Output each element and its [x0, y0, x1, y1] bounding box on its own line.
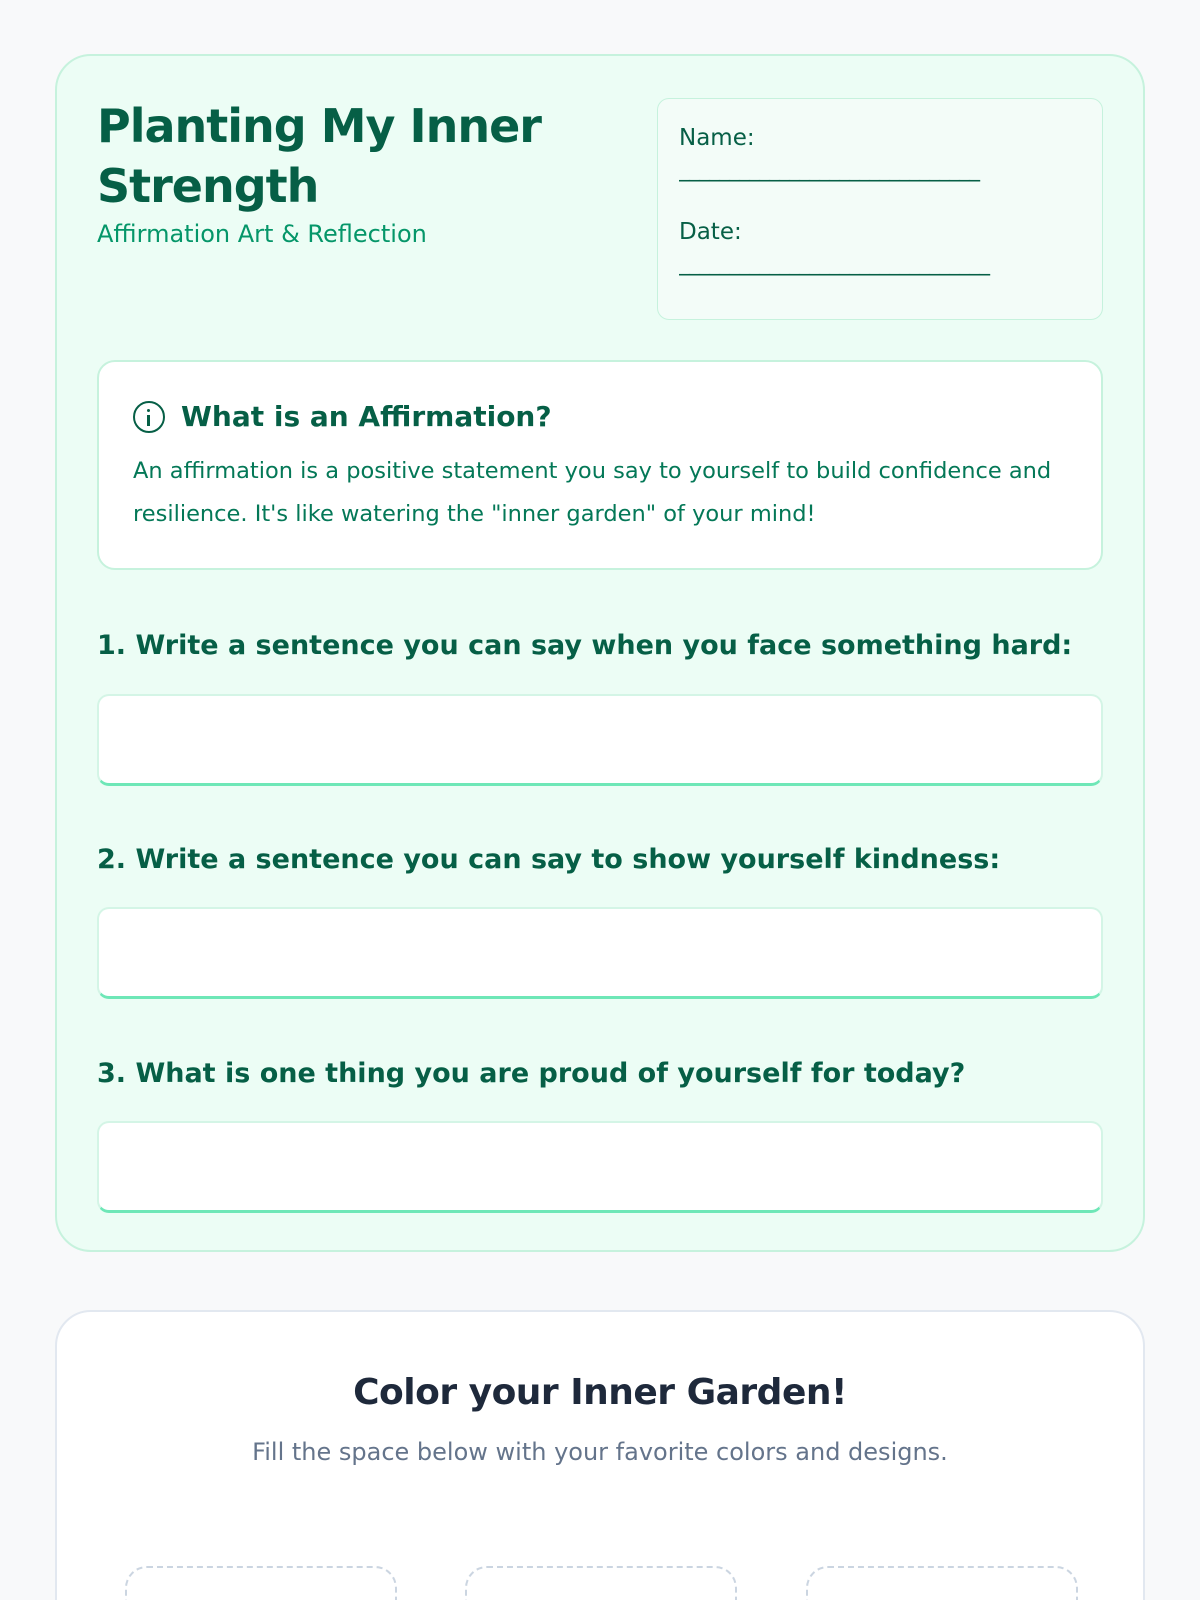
question-1-answer[interactable]: [97, 694, 1103, 786]
student-info-box: [657, 98, 1103, 320]
coloring-subtitle: Fill the space below with your favorite colors and designs.: [252, 1438, 948, 1466]
question-3-label: 3. What is one thing you are proud of yourself for today?: [97, 1058, 966, 1089]
drawing-area-3[interactable]: [806, 1566, 1078, 1600]
info-title: What is an Affirmation?: [181, 400, 552, 433]
question-3-answer[interactable]: [97, 1121, 1103, 1213]
affirmation-info-box: [97, 360, 1103, 570]
info-text: An affirmation is a positive statement you say to yourself to build confidence and resilience. It's like watering the "inner garden" of your mind!: [133, 458, 1052, 527]
question-2-answer[interactable]: [97, 907, 1103, 999]
name-label: Name:: [679, 125, 755, 151]
info-header: [133, 400, 552, 433]
drawing-area-1[interactable]: [125, 1566, 397, 1600]
coloring-title: Color your Inner Garden!: [353, 1372, 847, 1413]
date-line[interactable]: _______________________________: [679, 251, 989, 276]
name-line[interactable]: ______________________________: [679, 157, 979, 182]
question-2-label: 2. Write a sentence you can say to show yourself kindness:: [97, 844, 1001, 875]
drawing-area-2[interactable]: [465, 1566, 737, 1600]
question-1-label: 1. Write a sentence you can say when you face something hard:: [97, 630, 1073, 661]
page-title: Planting My Inner Strength: [97, 99, 541, 213]
page-subtitle: Affirmation Art & Reflection: [97, 220, 427, 248]
info-icon: [133, 401, 165, 433]
date-label: Date:: [679, 219, 742, 245]
